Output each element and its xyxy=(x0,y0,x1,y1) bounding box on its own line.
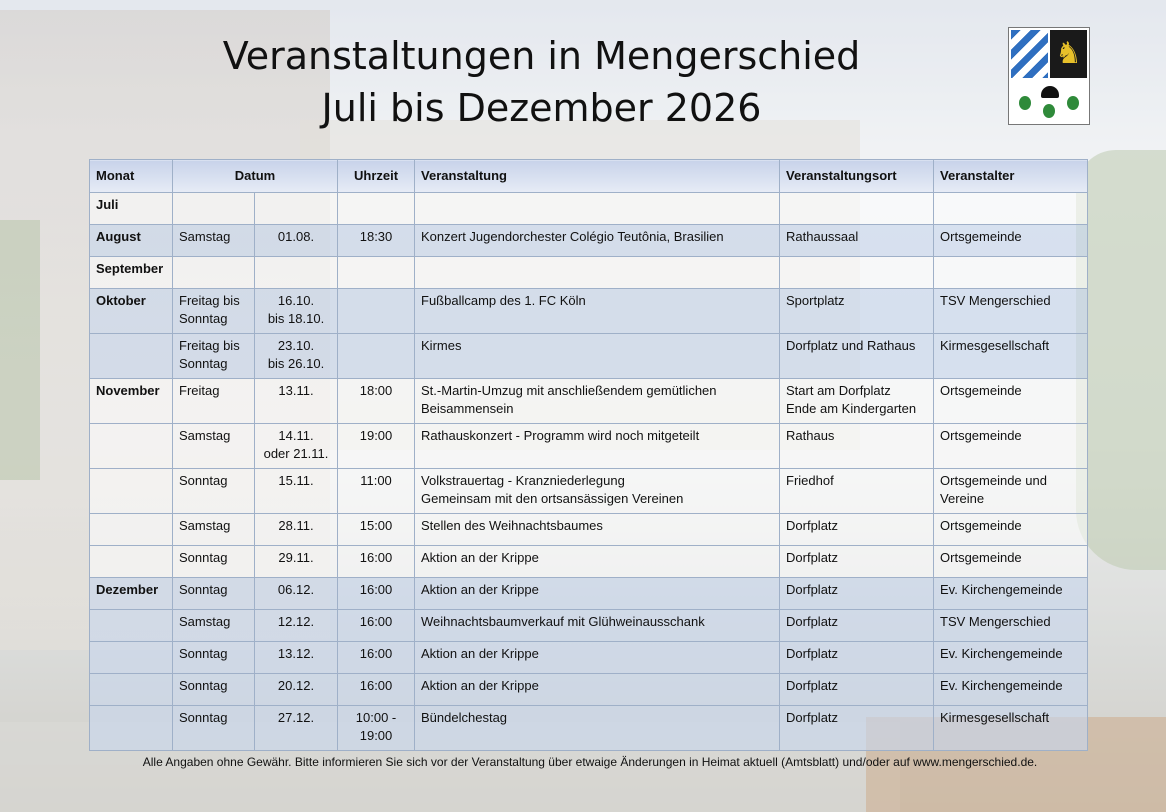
cell-weekday: Freitag bis Sonntag xyxy=(173,289,255,334)
table-row xyxy=(90,610,1088,642)
bell-icon xyxy=(1041,86,1059,98)
cell-month xyxy=(90,674,173,706)
cell-time: 10:00 - 19:00 xyxy=(338,706,415,751)
cell-weekday: Sonntag xyxy=(173,706,255,751)
cell-month xyxy=(90,546,173,578)
oak-leaf-icon xyxy=(1067,96,1079,110)
cell-weekday: Samstag xyxy=(173,424,255,469)
cell-date xyxy=(255,257,338,289)
cell-weekday xyxy=(173,193,255,225)
cell-date: 23.10. bis 26.10. xyxy=(255,334,338,379)
cell-event xyxy=(415,193,780,225)
cell-organizer: Kirmesgesellschaft xyxy=(934,706,1088,751)
table-row xyxy=(90,257,1088,289)
cell-event: Aktion an der Krippe xyxy=(415,642,780,674)
cell-weekday: Sonntag xyxy=(173,578,255,610)
cell-date: 28.11. xyxy=(255,514,338,546)
cell-month xyxy=(90,469,173,514)
cell-location: Start am Dorfplatz Ende am Kindergarten xyxy=(780,379,934,424)
cell-time: 18:00 xyxy=(338,379,415,424)
cell-month xyxy=(90,514,173,546)
cell-month xyxy=(90,642,173,674)
cell-event: Stellen des Weihnachtsbaumes xyxy=(415,514,780,546)
cell-location xyxy=(780,257,934,289)
table-row xyxy=(90,642,1088,674)
cell-weekday: Sonntag xyxy=(173,469,255,514)
cell-organizer: Ortsgemeinde xyxy=(934,424,1088,469)
cell-event: Volkstrauertag - Kranzniederlegung Gemeinsam mit den ortsansässigen Vereinen xyxy=(415,469,780,514)
cell-time xyxy=(338,193,415,225)
cell-organizer: TSV Mengerschied xyxy=(934,610,1088,642)
bavarian-diamonds-icon xyxy=(1011,30,1048,78)
cell-month: Oktober xyxy=(90,289,173,334)
bell-and-oak-leaves-icon xyxy=(1011,80,1087,122)
disclaimer-footer: Alle Angaben ohne Gewähr. Bitte informieren Sie sich vor der Veranstaltung über etwaige Änderungen in Heimat aktuell (Amtsblatt) und/oder auf www.mengerschied.de. xyxy=(142,755,1038,769)
cell-month xyxy=(90,424,173,469)
cell-weekday: Sonntag xyxy=(173,642,255,674)
cell-time: 16:00 xyxy=(338,674,415,706)
header-date: Datum xyxy=(173,160,338,193)
cell-time: 16:00 xyxy=(338,642,415,674)
cell-time: 16:00 xyxy=(338,610,415,642)
table-row xyxy=(90,225,1088,257)
cell-event: Fußballcamp des 1. FC Köln xyxy=(415,289,780,334)
page-subtitle: Juli bis Dezember 2026 xyxy=(321,86,762,130)
cell-time: 15:00 xyxy=(338,514,415,546)
page-title: Veranstaltungen in Mengerschied xyxy=(222,34,861,78)
cell-location: Dorfplatz xyxy=(780,642,934,674)
oak-leaf-icon xyxy=(1043,104,1055,118)
cell-event: Bündelchestag xyxy=(415,706,780,751)
cell-organizer: Ortsgemeinde xyxy=(934,379,1088,424)
cell-time: 11:00 xyxy=(338,469,415,514)
oak-leaf-icon xyxy=(1019,96,1031,110)
cell-organizer xyxy=(934,257,1088,289)
cell-month xyxy=(90,610,173,642)
table-row xyxy=(90,546,1088,578)
table-row xyxy=(90,514,1088,546)
cell-time: 16:00 xyxy=(338,578,415,610)
table-row xyxy=(90,289,1088,334)
cell-organizer: Kirmesgesellschaft xyxy=(934,334,1088,379)
cell-date: 13.11. xyxy=(255,379,338,424)
cell-event xyxy=(415,257,780,289)
cell-event: Aktion an der Krippe xyxy=(415,546,780,578)
table-header-row xyxy=(90,160,1088,193)
cell-event: Weihnachtsbaumverkauf mit Glühweinausschank xyxy=(415,610,780,642)
cell-location: Dorfplatz xyxy=(780,706,934,751)
table-row xyxy=(90,706,1088,751)
cell-date xyxy=(255,193,338,225)
lion-icon: ♞ xyxy=(1050,30,1087,78)
cell-month xyxy=(90,706,173,751)
cell-location: Rathaus xyxy=(780,424,934,469)
cell-date: 15.11. xyxy=(255,469,338,514)
cell-location: Dorfplatz xyxy=(780,546,934,578)
cell-event: Rathauskonzert - Programm wird noch mitgeteilt xyxy=(415,424,780,469)
cell-organizer xyxy=(934,193,1088,225)
cell-weekday xyxy=(173,257,255,289)
cell-date: 12.12. xyxy=(255,610,338,642)
table-row xyxy=(90,424,1088,469)
cell-event: Aktion an der Krippe xyxy=(415,674,780,706)
cell-event: St.-Martin-Umzug mit anschließendem gemütlichen Beisammensein xyxy=(415,379,780,424)
header-month: Monat xyxy=(90,160,173,193)
table-row xyxy=(90,578,1088,610)
cell-time xyxy=(338,257,415,289)
cell-organizer: Ev. Kirchengemeinde xyxy=(934,578,1088,610)
cell-event: Konzert Jugendorchester Colégio Teutônia, Brasilien xyxy=(415,225,780,257)
table-row xyxy=(90,674,1088,706)
cell-organizer: Ortsgemeinde und Vereine xyxy=(934,469,1088,514)
cell-weekday: Samstag xyxy=(173,225,255,257)
cell-month: Dezember xyxy=(90,578,173,610)
cell-date: 20.12. xyxy=(255,674,338,706)
events-table xyxy=(89,159,1088,751)
cell-location: Friedhof xyxy=(780,469,934,514)
cell-month: Juli xyxy=(90,193,173,225)
cell-time: 16:00 xyxy=(338,546,415,578)
header-event: Veranstaltung xyxy=(415,160,780,193)
cell-date: 01.08. xyxy=(255,225,338,257)
cell-month: November xyxy=(90,379,173,424)
cell-organizer: Ortsgemeinde xyxy=(934,514,1088,546)
cell-organizer: Ortsgemeinde xyxy=(934,225,1088,257)
cell-time xyxy=(338,334,415,379)
header-organizer: Veranstalter xyxy=(934,160,1088,193)
header-location: Veranstaltungsort xyxy=(780,160,934,193)
cell-location: Dorfplatz xyxy=(780,610,934,642)
cell-event: Kirmes xyxy=(415,334,780,379)
table-row xyxy=(90,379,1088,424)
cell-time xyxy=(338,289,415,334)
cell-organizer: Ev. Kirchengemeinde xyxy=(934,674,1088,706)
cell-event: Aktion an der Krippe xyxy=(415,578,780,610)
cell-month: September xyxy=(90,257,173,289)
cell-date: 29.11. xyxy=(255,546,338,578)
coat-of-arms-icon xyxy=(1008,27,1090,125)
cell-weekday: Freitag bis Sonntag xyxy=(173,334,255,379)
cell-weekday: Freitag xyxy=(173,379,255,424)
header-time: Uhrzeit xyxy=(338,160,415,193)
cell-month: August xyxy=(90,225,173,257)
cell-month xyxy=(90,334,173,379)
cell-location: Dorfplatz xyxy=(780,674,934,706)
table-row xyxy=(90,469,1088,514)
cell-location: Sportplatz xyxy=(780,289,934,334)
cell-weekday: Sonntag xyxy=(173,674,255,706)
cell-date: 27.12. xyxy=(255,706,338,751)
cell-time: 18:30 xyxy=(338,225,415,257)
cell-location: Dorfplatz und Rathaus xyxy=(780,334,934,379)
cell-date: 13.12. xyxy=(255,642,338,674)
cell-organizer: Ortsgemeinde xyxy=(934,546,1088,578)
table-row xyxy=(90,334,1088,379)
cell-weekday: Sonntag xyxy=(173,546,255,578)
cell-organizer: Ev. Kirchengemeinde xyxy=(934,642,1088,674)
cell-organizer: TSV Mengerschied xyxy=(934,289,1088,334)
cell-weekday: Samstag xyxy=(173,610,255,642)
cell-date: 16.10. bis 18.10. xyxy=(255,289,338,334)
cell-location: Dorfplatz xyxy=(780,514,934,546)
cell-location: Rathaussaal xyxy=(780,225,934,257)
cell-weekday: Samstag xyxy=(173,514,255,546)
cell-time: 19:00 xyxy=(338,424,415,469)
cell-location: Dorfplatz xyxy=(780,578,934,610)
cell-date: 14.11. oder 21.11. xyxy=(255,424,338,469)
cell-location xyxy=(780,193,934,225)
table-row xyxy=(90,193,1088,225)
cell-date: 06.12. xyxy=(255,578,338,610)
